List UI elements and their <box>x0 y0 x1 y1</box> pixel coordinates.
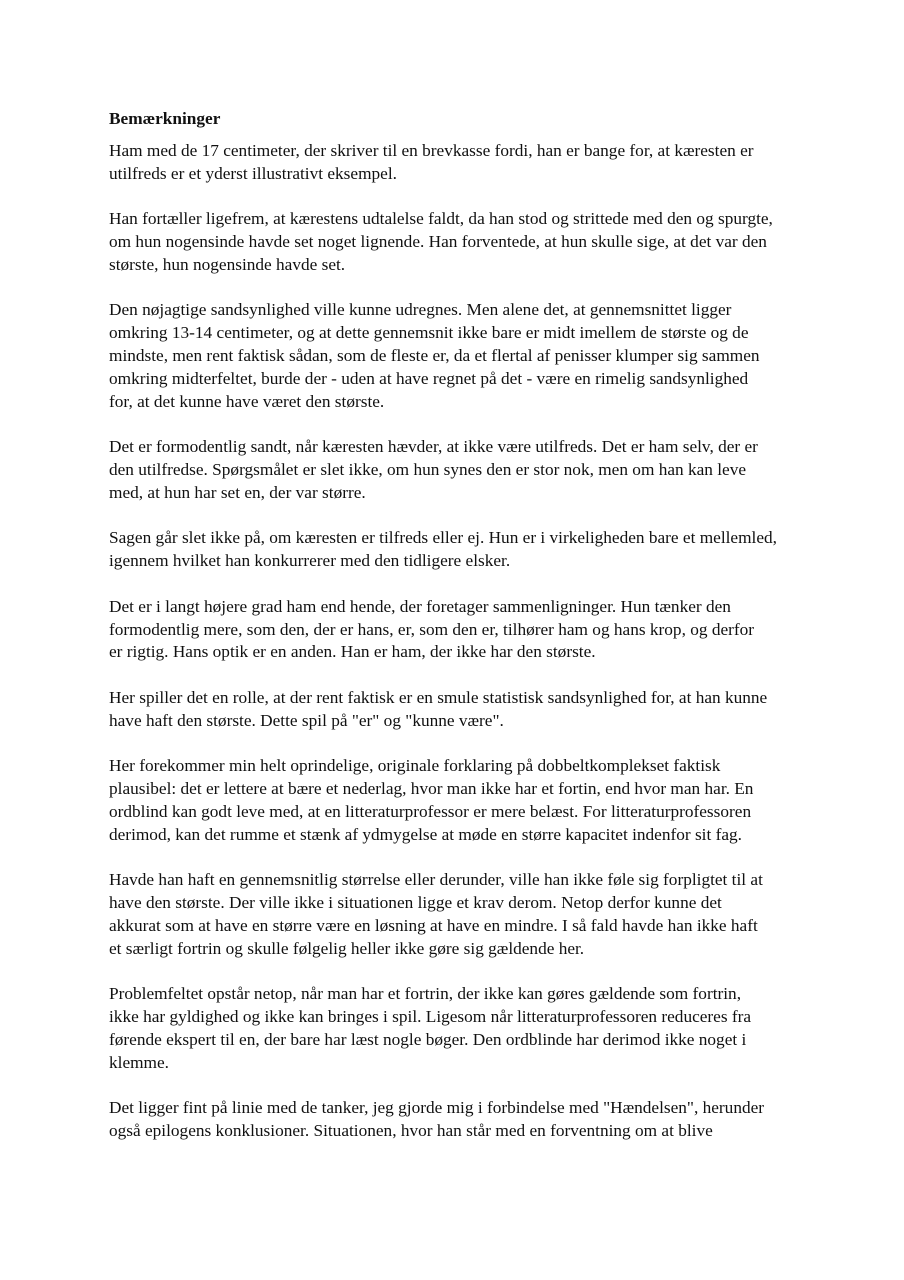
paragraph-line: Her forekommer min helt oprindelige, originale forklaring på dobbeltkomplekset faktisk <box>109 756 721 776</box>
paragraph <box>109 527 809 573</box>
paragraph <box>109 596 809 664</box>
paragraph-line: Den nøjagtige sandsynlighed ville kunne udregnes. Men alene det, at gennemsnittet ligger <box>109 300 732 320</box>
paragraph-line: Havde han haft en gennemsnitlig størrelse eller derunder, ville han ikke føle sig forpligtet til at <box>109 870 763 890</box>
document-body <box>109 108 809 1166</box>
paragraph-line: Ham med de 17 centimeter, der skriver til en brevkasse fordi, han er bange for, at kæresten er <box>109 140 754 160</box>
paragraph-line: klemme. <box>109 1052 169 1072</box>
paragraph-line: Problemfeltet opstår netop, når man har et fortrin, der ikke kan gøres gældende som fortrin, <box>109 984 742 1004</box>
paragraph <box>109 983 809 1074</box>
paragraph-line: formodentlig mere, som den, der er hans, er, som den er, tilhører ham og hans krop, og derfor <box>109 619 755 639</box>
paragraph <box>109 208 809 276</box>
paragraph-line: et særligt fortrin og skulle følgelig heller ikke gøre sig gældende her. <box>109 938 585 958</box>
paragraph-line: største, hun nogensinde havde set. <box>109 254 346 274</box>
paragraph-line: Det er i langt højere grad ham end hende, der foretager sammenligninger. Hun tænker den <box>109 596 731 616</box>
paragraph-line: plausibel: det er lettere at bære et nederlag, hvor man ikke har et fortin, end hvor man har. En <box>109 779 754 799</box>
paragraph-line: også epilogens konklusioner. Situationen, hvor han står med en forventning om at blive <box>109 1121 713 1141</box>
paragraph-line: omkring 13-14 centimeter, og at dette gennemsnit ikke bare er midt imellem de største og de <box>109 323 749 343</box>
paragraph-line: ordblind kan godt leve med, at en litteraturprofessor er mere belæst. For litteraturprofessoren <box>109 801 752 821</box>
paragraph-line: er rigtig. Hans optik er en anden. Han er ham, der ikke har den største. <box>109 642 596 662</box>
paragraph-line: derimod, kan det rumme et stænk af ydmygelse at møde en større kapacitet indenfor sit fag. <box>109 824 742 844</box>
paragraph <box>109 299 809 413</box>
paragraph-line: akkurat som at have en større være en løsning at have en mindre. I så fald havde han ikke haft <box>109 915 758 935</box>
paragraph-list <box>109 140 809 1143</box>
paragraph-line: utilfreds er et yderst illustrativt eksempel. <box>109 163 397 183</box>
paragraph-line: Sagen går slet ikke på, om kæresten er tilfreds eller ej. Hun er i virkeligheden bare et mellemled, <box>109 528 777 548</box>
paragraph-line: Her spiller det en rolle, at der rent faktisk er en smule statistisk sandsynlighed for, at han kunne <box>109 687 768 707</box>
paragraph <box>109 869 809 960</box>
paragraph <box>109 755 809 846</box>
paragraph <box>109 436 809 504</box>
paragraph-line: ikke har gyldighed og ikke kan bringes i spil. Ligesom når litteraturprofessoren reduceres fra <box>109 1007 752 1027</box>
section-heading: Bemærkninger <box>109 109 221 128</box>
paragraph-line: mindste, men rent faktisk sådan, som de fleste er, da et flertal af penisser klumper sig sammen <box>109 345 760 365</box>
paragraph-line: Han fortæller ligefrem, at kærestens udtalelse faldt, da han stod og strittede med den og spurgte, <box>109 209 773 229</box>
paragraph-line: Det er formodentlig sandt, når kæresten hævder, at ikke være utilfreds. Det er ham selv, der er <box>109 437 758 457</box>
paragraph <box>109 1097 809 1143</box>
paragraph-line: den utilfredse. Spørgsmålet er slet ikke, om hun synes den er stor nok, men om han kan leve <box>109 459 747 479</box>
paragraph-line: for, at det kunne have været den største. <box>109 391 385 411</box>
paragraph <box>109 687 809 733</box>
paragraph-line: førende ekspert til en, der bare har læst nogle bøger. Den ordblinde har derimod ikke noget i <box>109 1029 747 1049</box>
paragraph-line: have haft den største. Dette spil på "er" og "kunne være". <box>109 710 504 730</box>
paragraph-line: Det ligger fint på linie med de tanker, jeg gjorde mig i forbindelse med "Hændelsen", herunder <box>109 1098 765 1118</box>
paragraph <box>109 140 809 186</box>
paragraph-line: igennem hvilket han konkurrerer med den tidligere elsker. <box>109 551 511 571</box>
paragraph-line: have den største. Der ville ikke i situationen ligge et krav derom. Netop derfor kunne det <box>109 893 722 913</box>
paragraph-line: omkring midterfeltet, burde der - uden at have regnet på det - være en rimelig sandsynlighed <box>109 368 749 388</box>
paragraph-line: med, at hun har set en, der var større. <box>109 482 366 502</box>
paragraph-line: om hun nogensinde havde set noget lignende. Han forventede, at hun skulle sige, at det var den <box>109 231 767 251</box>
